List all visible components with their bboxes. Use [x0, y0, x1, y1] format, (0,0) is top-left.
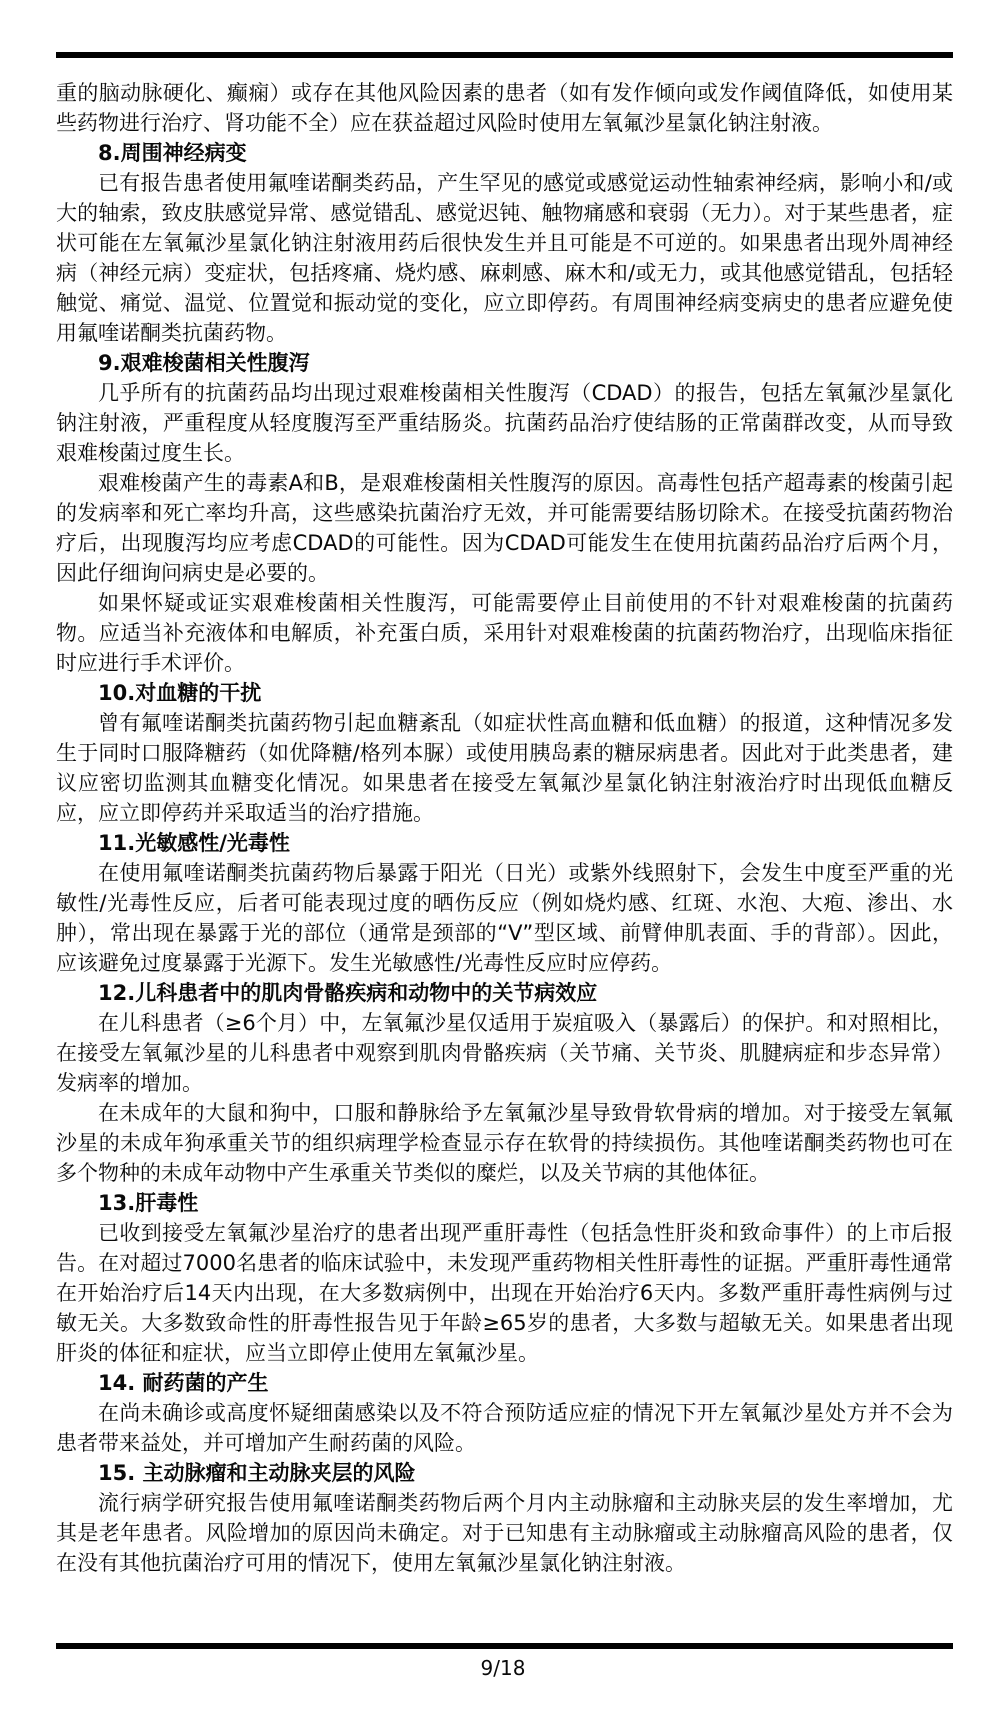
page-number: 9/18 [480, 1656, 526, 1680]
paragraph: 在儿科患者（≥6个月）中，左氧氟沙星仅适用于炭疽吸入（暴露后）的保护。和对照相比，在接受左氧氟沙星的儿科患者中观察到肌肉骨骼疾病（关节痛、关节炎、肌腱病症和步态异常）发病率的增加。 [56, 1011, 953, 1095]
top-rule [56, 52, 953, 58]
paragraph: 在使用氟喹诺酮类抗菌药物后暴露于阳光（日光）或紫外线照射下，会发生中度至严重的光敏性/光毒性反应，后者可能表现过度的晒伤反应（例如烧灼感、红斑、水泡、大疱、渗出、水肿），常出现在暴露于光的部位（通常是颈部的“V”型区域、前臂伸肌表面、手的背部）。因此，应该避免过度暴露于光源下。发生光敏感性/光毒性反应时应停药。 [56, 861, 953, 975]
paragraph: 已有报告患者使用氟喹诺酮类药品，产生罕见的感觉或感觉运动性轴索神经病，影响小和/或大的轴索，致皮肤感觉异常、感觉错乱、感觉迟钝、触物痛感和衰弱（无力）。对于某些患者，症状可能在左氧氟沙星氯化钠注射液用药后很快发生并且可能是不可逆的。如果患者出现外周神经病（神经元病）变症状，包括疼痛、烧灼感、麻刺感、麻木和/或无力，或其他感觉错乱，包括轻触觉、痛觉、温觉、位置觉和振动觉的变化，应立即停药。有周围神经病变病史的患者应避免使用氟喹诺酮类抗菌药物。 [56, 171, 953, 345]
paragraph: 艰难梭菌产生的毒素A和B，是艰难梭菌相关性腹泻的原因。高毒性包括产超毒素的梭菌引起的发病率和死亡率均升高，这些感染抗菌治疗无效，并可能需要结肠切除术。在接受抗菌药物治疗后，出现腹泻均应考虑CDAD的可能性。因为CDAD可能发生在使用抗菌药品治疗后两个月，因此仔细询问病史是必要的。 [56, 471, 953, 585]
paragraph: 曾有氟喹诺酮类抗菌药物引起血糖紊乱（如症状性高血糖和低血糖）的报道，这种情况多发生于同时口服降糖药（如优降糖/格列本脲）或使用胰岛素的糖尿病患者。因此对于此类患者，建议应密切监测其血糖变化情况。如果患者在接受左氧氟沙星氯化钠注射液治疗时出现低血糖反应，应立即停药并采取适当的治疗措施。 [56, 711, 953, 825]
bottom-rule [56, 1643, 953, 1649]
section-heading: 8.周围神经病变 [98, 141, 247, 165]
paragraph: 如果怀疑或证实艰难梭菌相关性腹泻，可能需要停止目前使用的不针对艰难梭菌的抗菌药物。应适当补充液体和电解质，补充蛋白质，采用针对艰难梭菌的抗菌药物治疗，出现临床指征时应进行手术评价。 [56, 591, 953, 675]
paragraph: 已收到接受左氧氟沙星治疗的患者出现严重肝毒性（包括急性肝炎和致命事件）的上市后报告。在对超过7000名患者的临床试验中，未发现严重药物相关性肝毒性的证据。严重肝毒性通常在开始治疗后14天内出现，在大多数病例中，出现在开始治疗6天内。多数严重肝毒性病例与过敏无关。大多数致命性的肝毒性报告见于年龄≥65岁的患者，大多数与超敏无关。如果患者出现肝炎的体征和症状，应当立即停止使用左氧氟沙星。 [56, 1221, 953, 1365]
paragraph: 几乎所有的抗菌药品均出现过艰难梭菌相关性腹泻（CDAD）的报告，包括左氧氟沙星氯化钠注射液，严重程度从轻度腹泻至严重结肠炎。抗菌药品治疗使结肠的正常菌群改变，从而导致艰难梭菌过度生长。 [56, 381, 953, 465]
section-heading: 9.艰难梭菌相关性腹泻 [98, 351, 310, 375]
section-heading: 10.对血糖的干扰 [98, 681, 262, 705]
paragraph: 在未成年的大鼠和狗中，口服和静脉给予左氧氟沙星导致骨软骨病的增加。对于接受左氧氟沙星的未成年狗承重关节的组织病理学检查显示存在软骨的持续损伤。其他喹诺酮类药物也可在多个物种的未成年动物中产生承重关节类似的糜烂，以及关节病的其他体征。 [56, 1101, 953, 1185]
section-heading: 15. 主动脉瘤和主动脉夹层的风险 [98, 1461, 416, 1485]
section-heading: 14. 耐药菌的产生 [98, 1371, 269, 1395]
paragraph: 重的脑动脉硬化、癫痫）或存在其他风险因素的患者（如有发作倾向或发作阈值降低，如使用某些药物进行治疗、肾功能不全）应在获益超过风险时使用左氧氟沙星氯化钠注射液。 [56, 81, 953, 135]
section-heading: 12.儿科患者中的肌肉骨骼疾病和动物中的关节病效应 [98, 981, 598, 1005]
paragraph: 流行病学研究报告使用氟喹诺酮类药物后两个月内主动脉瘤和主动脉夹层的发生率增加，尤其是老年患者。风险增加的原因尚未确定。对于已知患有主动脉瘤或主动脉瘤高风险的患者，仅在没有其他抗菌治疗可用的情况下，使用左氧氟沙星氯化钠注射液。 [56, 1491, 953, 1575]
document-body [56, 78, 953, 1578]
section-heading: 13.肝毒性 [98, 1191, 199, 1215]
paragraph: 在尚未确诊或高度怀疑细菌感染以及不符合预防适应症的情况下开左氧氟沙星处方并不会为患者带来益处，并可增加产生耐药菌的风险。 [56, 1401, 953, 1455]
section-heading: 11.光敏感性/光毒性 [98, 831, 290, 855]
